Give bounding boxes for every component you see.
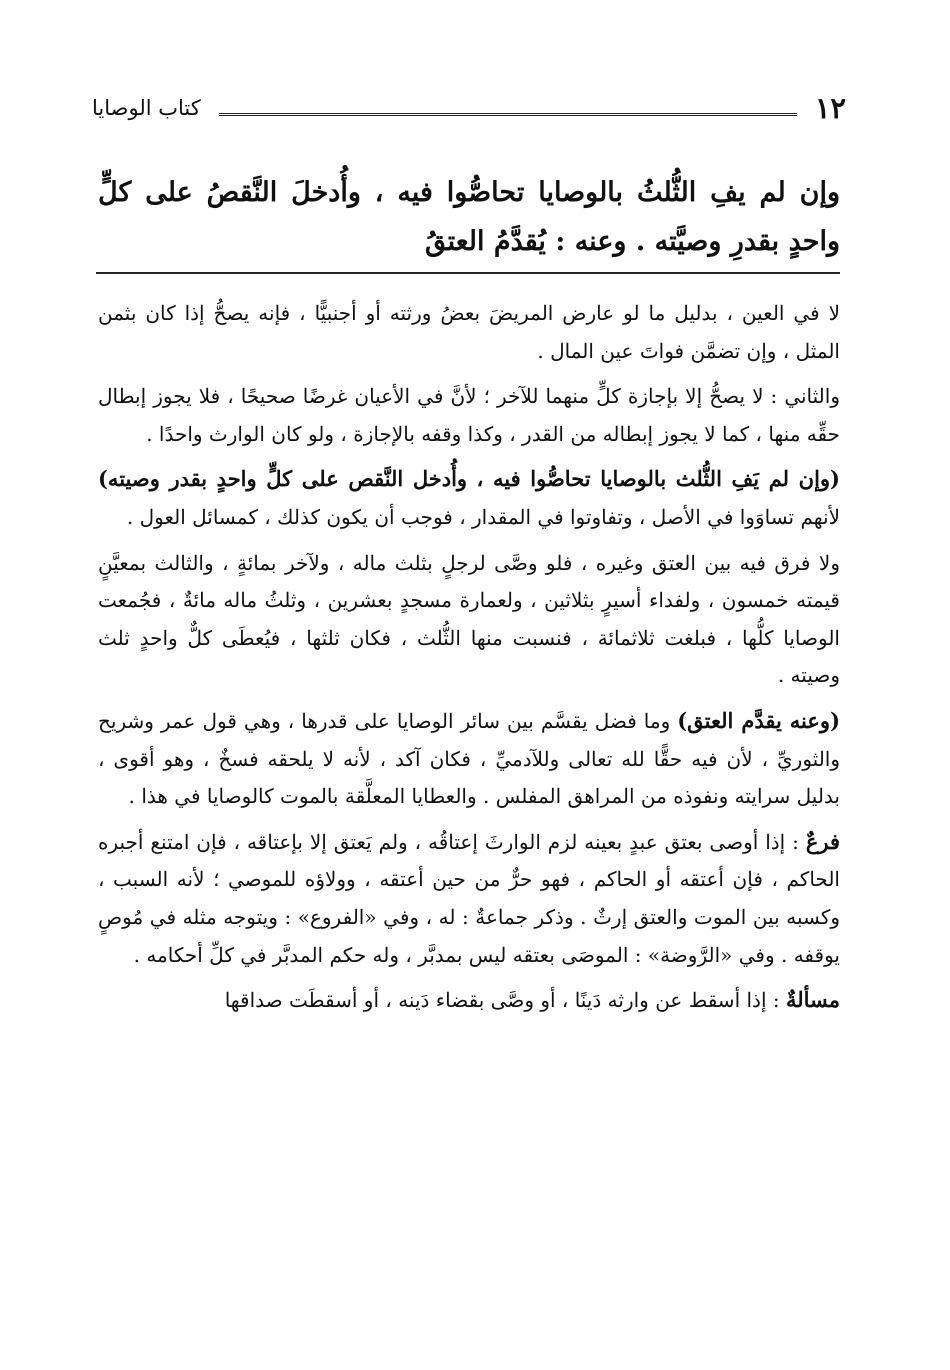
paragraph-text: والثاني : لا يصحُّ إلا بإجازة كلٍّ منهما للآخر ؛ لأنَّ في الأعيان غرضًا صحيحًا ، فلا يجوز إبطال حقِّه منها ، كما لا يجوز إبطاله من القدر ، وكذا وقفه بالإجازة ، ولو كان الوارث واحدًا . [98,384,840,446]
paragraph [98,294,840,370]
paragraph-bold-lead: (وعنه يقدَّم العتق) [677,707,841,733]
header-rule-container [201,101,815,116]
book-title: كتاب الوصايا [92,95,201,120]
matn-text: وإن لم يفِ الثُّلثُ بالوصايا تحاصُّوا فيه ، وأُدخلَ النَّقصُ على كلٍّ واحدٍ بقدرِ وصيَّته . وعنه : يُقدَّمُ العتقُ [98,177,840,257]
page-number: ١٢ [814,90,846,125]
paragraph-text: لا في العين ، بدليل ما لو عارض المريضَ بعضُ ورثته أو أجنبيًّا ، فإنه يصحُّ إذا كان بثمن المثل ، وإن تضمَّن فواتَ عين المال . [98,301,840,363]
header-rule [219,113,797,116]
paragraph [98,377,840,453]
paragraph-bold-lead: مسألةٌ [785,987,840,1013]
matn-separator-rule [96,272,840,274]
paragraph-bold-lead: (وإن لم يَفِ الثُّلث بالوصايا تحاصُّوا فيه ، وأُدخل النَّقص على كلٍّ واحدٍ بقدر وصيته) [98,466,840,492]
paragraph-text: لأنهم تساوَوا في الأصل ، وتفاوتوا في المقدار ، فوجب أن يكون كذلك ، كمسائل العول . [126,504,840,529]
paragraph-text: ولا فرق فيه بين العتق وغيره ، فلو وصَّى لرجلٍ بثلث ماله ، ولآخر بمائةٍ ، والثالث بمعيَّنٍ قيمته خمسون ، ولفداء أسيرٍ بثلاثين ، ولعمارة مسجدٍ بعشرين ، وثلثُ ماله مائةٌ ، فجُمعت الوصايا كلُّها ، فبلغت ثلاثمائة ، فنسبت منها الثُّلث ، فكان ثلثها ، فيُعطَى كلٌّ واحدٍ ثلث وصيته . [98,550,840,688]
paragraph-bold-lead: فرعٌ [805,828,840,854]
paragraph-text: : إذا أسقط عن وارثه دَينًا ، أو وصَّى بقضاء دَينه ، أو أسقطَت صداقها [224,988,786,1013]
paragraph [98,460,840,536]
paragraph [98,544,840,695]
paragraph [98,823,840,974]
paragraph [98,981,840,1020]
paragraph [98,702,840,816]
page-header [92,88,846,128]
paragraph-text: : إذا أوصى بعتق عبدٍ بعينه لزم الوارثَ إعتاقُه ، ولم يَعتق إلا بإعتاقه ، فإن امتنع أجبره الحاكم ، فإن أعتقه أو الحاكم ، فهو حرٌّ من حين أعتقه ، وولاؤه للموصي ؛ لأنه السبب ، وكسبه بين الموت والعتق إرثٌ . وذكر جماعةٌ : له ، وفي «الفروع» : ويتوجه مثله في مُوصٍ يوقفه . وفي «الرَّوضة» : الموصَى بعتقه ليس بمدبَّر ، وله حكم المدبَّر في كلِّ أحكامه . [98,829,840,967]
paragraph-text: وما فضل يقسَّم بين سائر الوصايا على قدرها ، وهي قول عمر وشريح والثوريِّ ، لأن فيه حقًّا لله تعالى وللآدميِّ ، فكان آكد ، لأنه لا يلحقه فسخٌ ، وهو أقوى ، بدليل سرايته ونفوذه من المراهق المفلس . والعطايا المعلَّقة بالموت كالوصايا في هذا . [98,708,840,809]
commentary-body [98,294,840,1027]
